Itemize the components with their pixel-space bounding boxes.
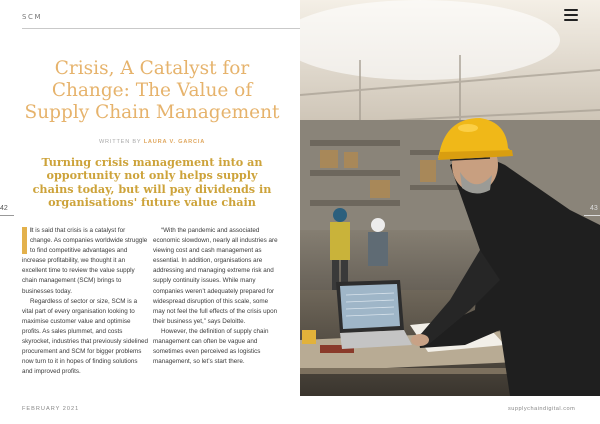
article-photo	[300, 0, 600, 396]
section-label: SCM	[22, 13, 43, 21]
page-number-left-rule	[0, 215, 14, 216]
byline	[20, 139, 284, 145]
hamburger-icon-line	[564, 19, 578, 21]
footer-website[interactable]: supplychaindigital.com	[508, 406, 576, 412]
column-1-paragraph-2: Regardless of sector or size, SCM is a vital part of every organisation looking to maximise customer value and optimise profits. As sales plummet, and costs skyrocket, industries that previously sidelined procurement and SCM for bigger problems now turn to it in hopes of finding solutions and improved profits.	[22, 297, 148, 376]
page-number-left: 42	[0, 205, 8, 212]
column-1-paragraph-1	[22, 226, 149, 297]
column-1-paragraph-1-text: t is said that crisis is a catalyst for change. As companies worldwide struggle to find competitive advantages and increase profitability, we thought it an excellent time to review the value supply chain management (SCM) brings to businesses today.	[22, 227, 148, 295]
page-number-right: 43	[590, 205, 598, 212]
menu-button[interactable]	[564, 9, 578, 21]
footer-date: FEBRUARY 2021	[22, 406, 80, 412]
dropcap-letter: I	[30, 227, 32, 234]
page-number-right-rule	[584, 215, 600, 216]
hamburger-icon-line	[564, 14, 578, 16]
byline-prefix: WRITTEN BY	[98, 139, 142, 145]
column-2-paragraph-1: “With the pandemic and associated economic slowdown, nearly all industries are viewing cost and cash management as essential. In addition, organisations are addressing and managing extreme risk and supply continuity issues. While many companies weren’t adequately prepared for widespread disruption of this scale, some may not feel the full effects of the crisis upon their business yet,” says Deloitte.	[153, 227, 278, 325]
article-column-1	[22, 226, 149, 377]
hamburger-icon	[564, 9, 578, 11]
dropcap-bar	[22, 227, 27, 254]
column-2-paragraph-2: However, the definition of supply chain management can often be vague and sometimes even perceived as logistics management, so let’s start there.	[153, 327, 269, 366]
article-title: Crisis, A Catalyst for Change: The Value of Supply Chain Management	[24, 58, 280, 123]
article-column-2	[153, 226, 280, 367]
warehouse-worker-photo	[300, 0, 600, 396]
article-subtitle: Turning crisis management into an opportunity not only helps supply chains today, but will pay dividends in organisations' future value chain	[32, 155, 272, 210]
byline-author: LAURA V. GARCIA	[143, 139, 206, 145]
